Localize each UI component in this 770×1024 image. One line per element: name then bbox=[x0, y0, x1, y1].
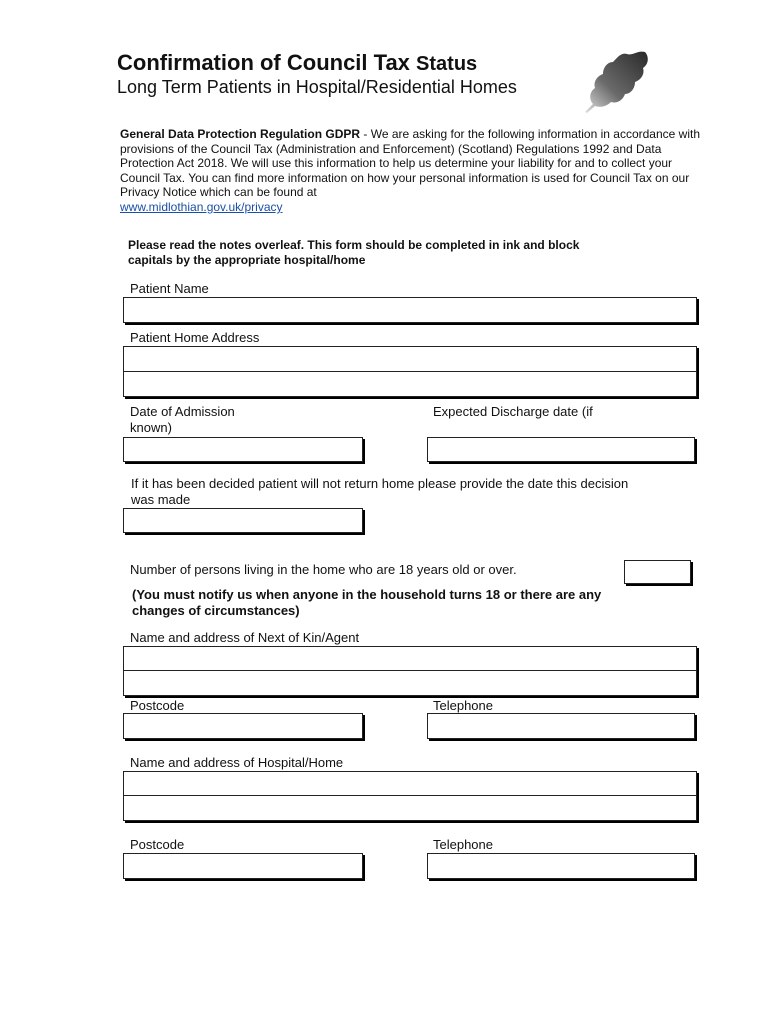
decision-date-input[interactable] bbox=[124, 509, 362, 532]
nok-postcode-box bbox=[123, 713, 363, 739]
instructions-note: Please read the notes overleaf. This form should be completed in ink and block capitals by the appropriate hospital/home bbox=[128, 238, 580, 267]
patient-address-line2-input[interactable] bbox=[124, 372, 696, 397]
hosp-postcode-label: Postcode bbox=[130, 837, 185, 852]
hosp-postcode-input[interactable] bbox=[124, 854, 362, 878]
patient-name-input[interactable] bbox=[124, 298, 696, 322]
gdpr-paragraph bbox=[120, 127, 705, 215]
admission-date-label bbox=[130, 404, 330, 436]
nok-postcode-input[interactable] bbox=[124, 714, 362, 738]
hosp-telephone-input[interactable] bbox=[428, 854, 694, 878]
nok-telephone-label: Telephone bbox=[433, 698, 493, 713]
next-of-kin-line2-input[interactable] bbox=[124, 671, 696, 695]
hospital-home-label: Name and address of Hospital/Home bbox=[130, 755, 344, 770]
num-persons-box bbox=[624, 560, 691, 584]
admission-date-label-known: known) bbox=[130, 420, 172, 435]
next-of-kin-line1-input[interactable] bbox=[124, 647, 696, 671]
decision-date-label: If it has been decided patient will not return home please provide the date this decision was made bbox=[131, 476, 629, 507]
gdpr-text: - We are asking for the following information in accordance with provisions of the Council Tax (Administration and Enforcement) (Scotland) Regulations 1992 and Data Protection Act 2018. We will use this information to help us determine your liability for and to collect your Council Tax. You can find more information on how your personal information is used for Council Tax on our Privacy Notice which can be found at bbox=[120, 127, 700, 200]
patient-name-label: Patient Name bbox=[130, 281, 209, 296]
patient-address-box bbox=[123, 346, 697, 397]
nok-telephone-box bbox=[427, 713, 695, 739]
admission-date-label-text: Date of Admission bbox=[130, 404, 235, 419]
page-title bbox=[117, 50, 477, 76]
hosp-telephone-label: Telephone bbox=[433, 837, 493, 852]
nok-postcode-label: Postcode bbox=[130, 698, 185, 713]
next-of-kin-box bbox=[123, 646, 697, 696]
next-of-kin-label: Name and address of Next of Kin/Agent bbox=[130, 630, 360, 645]
notify-note: (You must notify us when anyone in the household turns 18 or there are any changes of circumstances) bbox=[132, 587, 602, 618]
admission-date-input[interactable] bbox=[124, 438, 362, 461]
discharge-date-label: Expected Discharge date (if bbox=[433, 404, 593, 419]
gdpr-heading: General Data Protection Regulation GDPR bbox=[120, 127, 361, 141]
title-status: Status bbox=[416, 53, 478, 75]
patient-address-line1-input[interactable] bbox=[124, 347, 696, 372]
patient-address-label: Patient Home Address bbox=[130, 330, 260, 345]
hosp-postcode-box bbox=[123, 853, 363, 879]
hospital-home-box bbox=[123, 771, 697, 821]
hospital-home-line1-input[interactable] bbox=[124, 772, 696, 796]
privacy-link[interactable]: www.midlothian.gov.uk/privacy bbox=[120, 199, 283, 214]
discharge-date-input[interactable] bbox=[428, 438, 694, 461]
oak-leaf-icon bbox=[575, 48, 651, 114]
nok-telephone-input[interactable] bbox=[428, 714, 694, 738]
hosp-telephone-box bbox=[427, 853, 695, 879]
discharge-date-box bbox=[427, 437, 695, 462]
decision-date-box bbox=[123, 508, 363, 533]
patient-name-box bbox=[123, 297, 697, 323]
title-main: Confirmation of Council Tax bbox=[117, 50, 410, 75]
admission-date-box bbox=[123, 437, 363, 462]
page-subtitle: Long Term Patients in Hospital/Residential Homes bbox=[117, 77, 517, 97]
hospital-home-line2-input[interactable] bbox=[124, 796, 696, 820]
num-persons-label: Number of persons living in the home who are 18 years old or over. bbox=[130, 562, 517, 577]
num-persons-input[interactable] bbox=[625, 561, 690, 583]
